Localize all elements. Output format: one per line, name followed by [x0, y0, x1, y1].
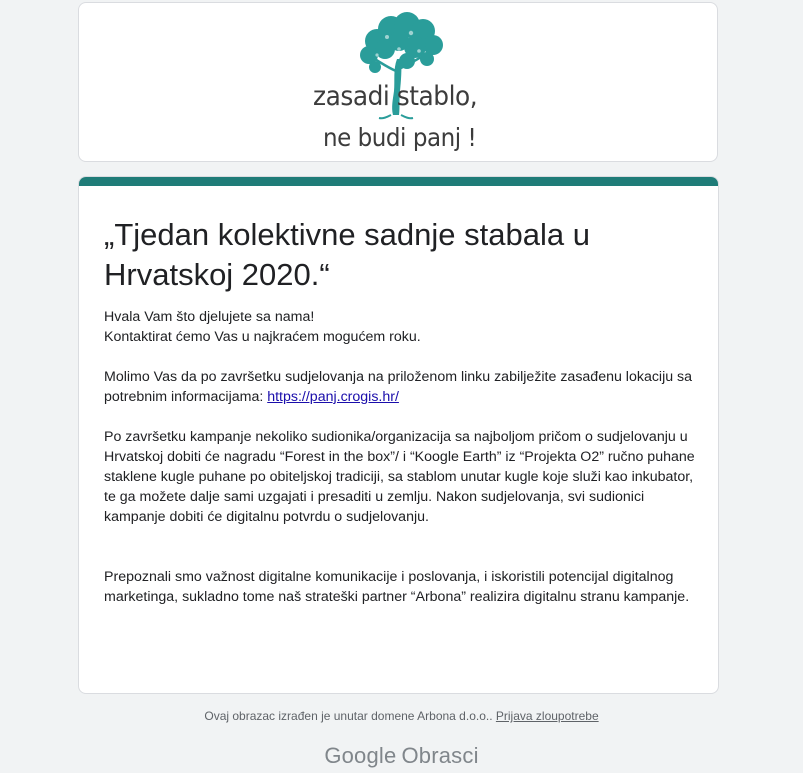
domain-notice: Ovaj obrazac izrađen je unutar domene Arbona d.o.o.. [204, 709, 493, 723]
google-wordmark: Google [324, 743, 397, 768]
card-accent-bar [78, 176, 719, 186]
confirmation-message [104, 307, 704, 607]
contact-line: Kontaktirat ćemo Vas u najkraćem mogućem roku. [104, 329, 421, 345]
report-abuse-link[interactable]: Prijava zloupotrebe [495, 709, 599, 723]
header-image-card [78, 2, 718, 162]
forms-wordmark: Obrasci [401, 743, 479, 768]
google-forms-brand[interactable] [0, 743, 803, 769]
form-title: „Tjedan kolektivne sadnje stabala u Hrvatskoj 2020.“ [104, 217, 590, 292]
form-footer [0, 709, 803, 723]
panj-crogis-link[interactable]: https://panj.crogis.hr/ [267, 389, 399, 405]
location-instructions-text: Molimo Vas da po završetku sudjelovanja na priloženom linku zabilježite zasađenu lokaciju sa potrebnim informacijama: [104, 369, 693, 405]
thanks-line: Hvala Vam što djelujete sa nama! [104, 309, 315, 325]
form-confirmation-card [78, 176, 719, 694]
campaign-prize-paragraph: Po završetku kampanje nekoliko sudionika/organizacija sa najboljom pričom o sudjelovanju u Hrvatskoj dobiti će nagradu “Forest in the box”/ i “Koogle Earth” iz “Projekta O2” ručno puhane staklene kugle puhane po obiteljskoj tradiciji, sa stablom unutar kugle koje služi kao inkubator, te ga možete dalje sami uzgajati i presaditi u zemlju. Nakon sudjelovanja, svi sudionici kampanje dobiti će digitalnu potvrdu o sudjelovanju. [104, 429, 695, 525]
location-instructions [104, 367, 704, 407]
campaign-logo [307, 11, 497, 156]
logo-text-line2: ne budi panj ! [323, 123, 477, 152]
digital-partner-paragraph: Prepoznali smo važnost digitalne komunikacije i poslovanja, i iskoristili potencijal digitalnog marketinga, sukladno tome naš strateški partner “Arbona” realizira digitalnu stranu kampanje. [104, 569, 690, 605]
logo-text-line1: zasadi stablo, [313, 81, 478, 112]
